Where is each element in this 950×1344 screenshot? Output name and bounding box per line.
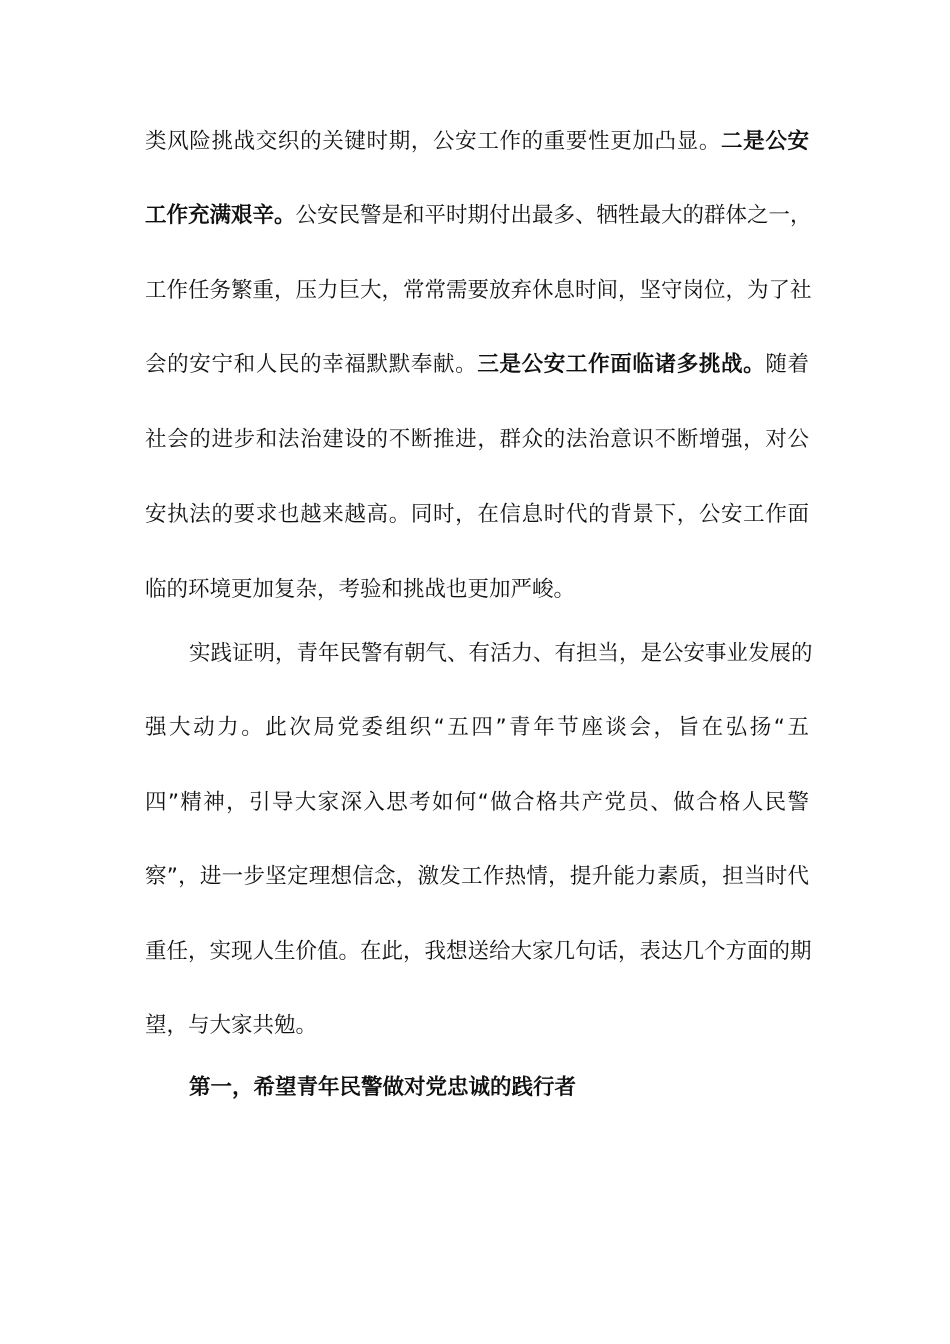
text-line xyxy=(145,1011,809,1041)
text-run: 实践证明，青年民警有朝气、有活力、有担当，是公安事业发展的 xyxy=(189,641,813,666)
text-line xyxy=(145,575,809,605)
bold-text: 三是公安工作面临诸多挑战。 xyxy=(477,352,766,377)
text-run: 公安民警是和平时期付出最多、牺牲最大的群体之一， xyxy=(295,203,812,228)
text-line xyxy=(145,350,809,380)
text-line xyxy=(145,276,812,306)
text-line xyxy=(145,201,812,231)
text-run: 类风险挑战交织的关键时期，公安工作的重要性更加凸显。 xyxy=(145,129,722,154)
text-run: 望，与大家共勉。 xyxy=(145,1013,318,1038)
text-line xyxy=(145,500,809,530)
text-line xyxy=(145,937,812,967)
bold-text: 二是公安 xyxy=(721,129,809,154)
text-run: 会的安宁和人民的幸福默默奉献。 xyxy=(145,352,478,377)
text-line xyxy=(145,862,809,892)
text-run: 社会的进步和法治建设的不断推进，群众的法治意识不断增强，对公 xyxy=(145,427,809,452)
text-line xyxy=(145,127,809,157)
text-run: 随着 xyxy=(765,352,809,377)
bold-text: 工作充满艰辛。 xyxy=(145,203,296,228)
text-line xyxy=(189,639,813,669)
section-heading: 第一，希望青年民警做对党忠诚的践行者 xyxy=(189,1075,577,1100)
text-run: 安执法的要求也越来越高。同时，在信息时代的背景下，公安工作面 xyxy=(145,502,809,527)
text-line xyxy=(145,425,809,455)
text-run: 察”，进一步坚定理想信念，激发工作热情，提升能力素质，担当时代 xyxy=(145,864,809,889)
text-line xyxy=(145,713,809,743)
text-run: 重任，实现人生价值。在此，我想送给大家几句话，表达几个方面的期 xyxy=(145,939,812,964)
text-line xyxy=(145,788,809,818)
text-run: 四”精神，引导大家深入思考如何“做合格共产党员、做合格人民警 xyxy=(145,790,809,815)
text-run: 强大动力。此次局党委组织“五四”青年节座谈会，旨在弘扬“五 xyxy=(145,715,809,740)
text-run: 工作任务繁重，压力巨大，常常需要放弃休息时间，坚守岗位，为了社 xyxy=(145,278,812,303)
text-run: 临的环境更加复杂，考验和挑战也更加严峻。 xyxy=(145,577,576,602)
